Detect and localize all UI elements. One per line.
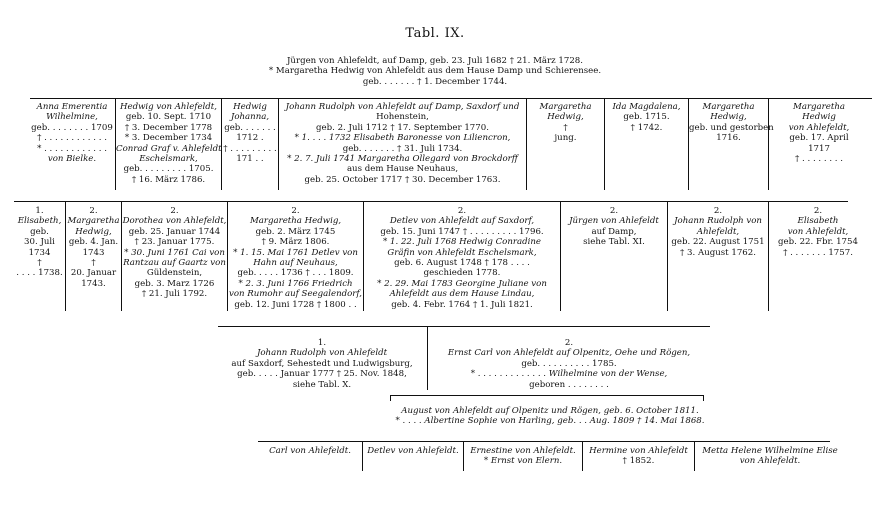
gen5-line-2: * . . . . Albertine Sophie von Harling, geb. . . Aug. 1809 † 14. Mai 1868. xyxy=(395,416,705,427)
gen3-entry-5: 2. Detlev von Ahlefeldt auf Saxdorf, geb. 15. Juni 1747 † . . . . . . . . . 1796. * 1. 22. Juli 1768 Hedwig Conradine Gräfin von Ahlefeldt Eschelsmark, geb. 6. August 1748 † 178 . . . . geschieden 1778. * 2. 29. Mai 1783 Georgine Juliane von Ahlefeldt aus dem Hause Lindau, geb. 4. Febr. 1764 † 1. Juli 1821. xyxy=(377,206,547,310)
gen5-entry xyxy=(350,406,750,427)
bracket-gen3 xyxy=(14,201,848,202)
gen3-entry-1: 1. Elisabeth, geb. 30. Juli 1734 † . . . . 1738. xyxy=(16,206,63,279)
gen2-entry-2: Hedwig von Ahlefeldt, geb. 10. Sept. 1710 † 3. December 1778 * 3. December 1734 Conrad Graf v. Ahlefeldt Eschelsmark, geb. . . . . . . . . 1705. † 16. März 1786. xyxy=(116,102,222,185)
gen6-entry-4: Hermine von Ahlefeldt † 1852. xyxy=(589,446,688,467)
gen4-entry-2: 2. Ernst Carl von Ahlefeldt auf Olpenitz, Oehe und Rögen, geb. . . . . . . . . . 1785. * . . . . . . . . . . . . . Wilhelmine von der Wense, geboren . . . . . . . . xyxy=(447,338,691,390)
gen3-entry-7: 2. Johann Rudolph von Ahlefeldt, geb. 22. August 1751 † 3. August 1762. xyxy=(671,206,765,258)
gen4-entry-1: 1. Johann Rudolph von Ahlefeldt auf Saxdorf, Sehestedt und Ludwigsburg, geb. . . . . Januar 1777 † 25. Nov. 1848, siehe Tabl. X. xyxy=(231,338,413,390)
bracket-gen4 xyxy=(218,326,710,327)
bracket-gen5 xyxy=(390,395,704,401)
table-title: Tabl. IX. xyxy=(405,26,465,41)
gen3-entry-4: 2. Margaretha Hedwig, geb. 2. März 1745 † 9. März 1806. * 1. 15. Mai 1761 Detlev von Hahn auf Neuhaus, geb. . . . . 1736 † . . . 1809. * 2. 3. Juni 1766 Friedrich von Rumohr auf Seegalendorf, geb. 12. Juni 1728 † 1800 . . xyxy=(228,206,362,310)
gen2-entry-5: Margaretha Hedwig, † jung. xyxy=(539,102,592,144)
gen3-entry-2: 2. Margaretha Hedwig, geb. 4. Jan. 1743 † 20. Januar 1743. xyxy=(67,206,120,289)
gen3-entry-6: 2. Jürgen von Ahlefeldt auf Damp, siehe Tabl. XI. xyxy=(569,206,659,248)
gen5-line-1: August von Ahlefeldt auf Olpenitz und Rögen, geb. 6. October 1811. xyxy=(401,406,699,416)
gen6-entry-1: Carl von Ahlefeldt. xyxy=(269,446,351,456)
gen2-entry-6: Ida Magdalena, geb. 1715. † 1742. xyxy=(612,102,681,133)
gen2-entry-3: Hedwig Johanna, geb. . . . . . . 1712 . † . . . . . . . . . 171 . . xyxy=(223,102,277,165)
gen2-entry-1: Anna Emerentia Wilhelmine, geb. . . . . . . . 1709 † . . . . . . . . . . . . * . . . . . . . . . . . . von Bielke. xyxy=(31,102,113,165)
gen2-entry-8: Margaretha Hedwig von Ahlefeldt, geb. 17. April 1717 † . . . . . . . . xyxy=(788,102,850,165)
gen6-entry-3: Ernestine von Ahlefeldt. * Ernst von Elern. xyxy=(470,446,576,467)
root-line-2: * Margaretha Hedwig von Ahlefeldt aus dem Hause Damp und Schierensee. xyxy=(268,66,602,77)
gen3-entry-8: 2. Elisabeth von Ahlefeldt, geb. 22. Fbr. 1754 † . . . . . . . 1757. xyxy=(778,206,858,258)
root-line-1: Jürgen von Ahlefeldt, auf Damp, geb. 23. Juli 1682 † 21. März 1728. xyxy=(286,56,584,66)
bracket-gen2 xyxy=(30,98,872,99)
bracket-gen6 xyxy=(258,441,830,442)
root-line-3: geb. . . . . . . † 1. December 1744. xyxy=(362,76,508,87)
gen6-entry-2: Detlev von Ahlefeldt. xyxy=(367,446,459,456)
gen6-entry-5: Metta Helene Wilhelmine Elise von Ahlefeldt. xyxy=(702,446,838,467)
root-person xyxy=(250,56,620,87)
gen2-entry-7: Margaretha Hedwig, geb. und gestorben 1716. xyxy=(689,102,774,144)
gen3-entry-3: 2. Dorothea von Ahlefeldt, geb. 25. Januar 1744 † 23. Januar 1775. * 30. Juni 1761 Cai von Rantzau auf Gaartz von Güldenstein, geb. 3. Marz 1726 † 21. Juli 1792. xyxy=(122,206,227,300)
gen2-entry-4: Johann Rudolph von Ahlefeldt auf Damp, Saxdorf und Hohenstein, geb. 2. Juli 1712 † 17. September 1770. * 1. . . . 1732 Elisabeth Baronesse von Liliencron, geb. . . . . . . † 31. Juli 1734. * 2. 7. Juli 1741 Margaretha Ollegard von Brockdorff aus dem Hause Neuhaus, geb. 25. October 1717 † 30. December 1763. xyxy=(285,102,520,185)
